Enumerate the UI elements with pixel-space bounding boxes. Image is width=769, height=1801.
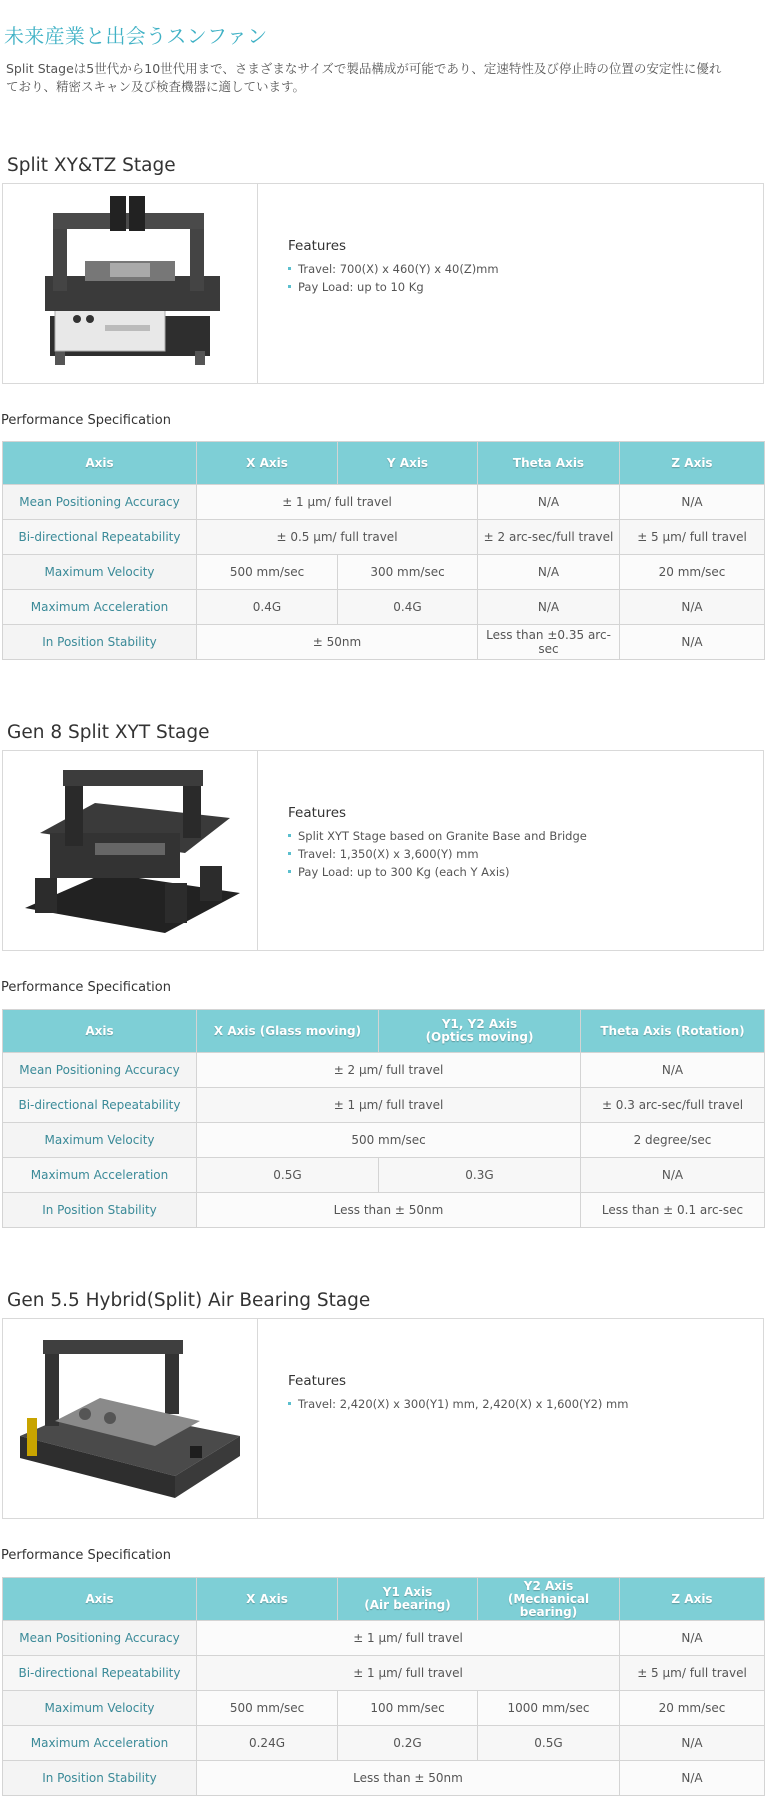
table-row <box>3 520 765 555</box>
row-header: Maximum Velocity <box>3 1691 197 1726</box>
features-list <box>288 260 499 296</box>
row-header: Bi-directional Repeatability <box>3 520 197 555</box>
table-cell: ± 1 μm/ full travel <box>197 485 478 520</box>
row-header: Maximum Acceleration <box>3 1158 197 1193</box>
table-cell: N/A <box>478 590 620 625</box>
table-cell: 0.2G <box>338 1726 478 1761</box>
table-cell: ± 0.5 μm/ full travel <box>197 520 478 555</box>
product-image-split-xy-tz <box>3 184 258 383</box>
table-cell: 500 mm/sec <box>197 1691 338 1726</box>
features-title: Features <box>288 1373 347 1389</box>
product-card-split-xy-tz <box>2 183 764 384</box>
table-row <box>3 1088 765 1123</box>
table-row <box>3 1691 765 1726</box>
table-header-row <box>3 1578 765 1621</box>
table-cell: 2 degree/sec <box>581 1123 765 1158</box>
column-header: Axis <box>3 1578 197 1621</box>
table-cell: ± 2 μm/ full travel <box>197 1053 581 1088</box>
table-cell: 0.4G <box>197 590 338 625</box>
table-cell: ± 5 μm/ full travel <box>620 1656 765 1691</box>
column-header: Axis <box>3 442 197 485</box>
table-row <box>3 625 765 660</box>
column-header: X Axis (Glass moving) <box>197 1010 379 1053</box>
table-row <box>3 1158 765 1193</box>
features-block <box>288 1373 628 1413</box>
row-header: Mean Positioning Accuracy <box>3 1621 197 1656</box>
spec-table-gen8-split-xyt <box>2 1009 765 1228</box>
feature-item: Travel: 700(X) x 460(Y) x 40(Z)mm <box>288 260 499 278</box>
product-title-gen8-split-xyt: Gen 8 Split XYT Stage <box>7 722 210 743</box>
table-row <box>3 1656 765 1691</box>
table-cell: 0.3G <box>379 1158 581 1193</box>
table-cell: 500 mm/sec <box>197 555 338 590</box>
row-header: Maximum Acceleration <box>3 590 197 625</box>
table-cell: 0.5G <box>478 1726 620 1761</box>
column-header: Z Axis <box>620 442 765 485</box>
table-cell: ± 50nm <box>197 625 478 660</box>
row-header: Mean Positioning Accuracy <box>3 1053 197 1088</box>
feature-item: Pay Load: up to 300 Kg (each Y Axis) <box>288 863 587 881</box>
features-list <box>288 827 587 881</box>
column-header: Axis <box>3 1010 197 1053</box>
table-cell: ± 1 μm/ full travel <box>197 1621 620 1656</box>
row-header: Mean Positioning Accuracy <box>3 485 197 520</box>
features-list <box>288 1395 628 1413</box>
table-row <box>3 1053 765 1088</box>
table-cell: ± 5 μm/ full travel <box>620 520 765 555</box>
feature-item: Travel: 2,420(X) x 300(Y1) mm, 2,420(X) x 1,600(Y2) mm <box>288 1395 628 1413</box>
table-cell: 0.4G <box>338 590 478 625</box>
performance-spec-title: Performance Specification <box>1 413 171 428</box>
column-header: Z Axis <box>620 1578 765 1621</box>
table-cell: Less than ± 0.1 arc-sec <box>581 1193 765 1228</box>
table-row <box>3 485 765 520</box>
page-title: 未来産業と出会うスンファン <box>4 24 268 48</box>
table-cell: 0.24G <box>197 1726 338 1761</box>
column-header: Y1, Y2 Axis (Optics moving) <box>379 1010 581 1053</box>
table-cell: N/A <box>620 1621 765 1656</box>
table-cell: N/A <box>620 625 765 660</box>
table-cell: 300 mm/sec <box>338 555 478 590</box>
spec-table-split-xy-tz <box>2 441 765 660</box>
table-row <box>3 1726 765 1761</box>
product-title-gen55-hybrid: Gen 5.5 Hybrid(Split) Air Bearing Stage <box>7 1290 371 1311</box>
table-cell: N/A <box>478 485 620 520</box>
row-header: Maximum Velocity <box>3 1123 197 1158</box>
table-cell: N/A <box>620 1761 765 1796</box>
intro-text: Split Stageは5世代から10世代用まで、さまざまなサイズで製品構成が可能であり、定速特性及び停止時の位置の安定性に優れており、精密スキャン及び検査機器に適しています。 <box>6 61 722 94</box>
table-cell: 500 mm/sec <box>197 1123 581 1158</box>
performance-spec-title: Performance Specification <box>1 980 171 995</box>
table-header-row <box>3 442 765 485</box>
column-header: Theta Axis (Rotation) <box>581 1010 765 1053</box>
table-cell: 1000 mm/sec <box>478 1691 620 1726</box>
table-cell: Less than ± 50nm <box>197 1193 581 1228</box>
spec-table-gen55-hybrid <box>2 1577 765 1796</box>
table-cell: 0.5G <box>197 1158 379 1193</box>
row-header: Bi-directional Repeatability <box>3 1656 197 1691</box>
product-card-gen8-split-xyt <box>2 750 764 951</box>
table-cell: ± 0.3 arc-sec/full travel <box>581 1088 765 1123</box>
table-cell: ± 1 μm/ full travel <box>197 1088 581 1123</box>
column-header: Y2 Axis (Mechanical bearing) <box>478 1578 620 1621</box>
table-cell: ± 1 μm/ full travel <box>197 1656 620 1691</box>
product-card-gen55-hybrid <box>2 1318 764 1519</box>
table-cell: N/A <box>478 555 620 590</box>
features-title: Features <box>288 238 347 254</box>
table-cell: N/A <box>620 1726 765 1761</box>
table-header-row <box>3 1010 765 1053</box>
table-cell: N/A <box>581 1158 765 1193</box>
column-header: X Axis <box>197 1578 338 1621</box>
row-header: In Position Stability <box>3 1193 197 1228</box>
table-row <box>3 1193 765 1228</box>
features-block <box>288 805 587 881</box>
product-image-gen8-split-xyt <box>3 751 258 950</box>
column-header: Theta Axis <box>478 442 620 485</box>
table-cell: N/A <box>581 1053 765 1088</box>
table-row <box>3 1761 765 1796</box>
table-cell: N/A <box>620 485 765 520</box>
feature-item: Pay Load: up to 10 Kg <box>288 278 499 296</box>
table-row <box>3 1621 765 1656</box>
table-cell: N/A <box>620 590 765 625</box>
column-header: X Axis <box>197 442 338 485</box>
table-row <box>3 555 765 590</box>
table-cell: 20 mm/sec <box>620 555 765 590</box>
table-cell: Less than ± 50nm <box>197 1761 620 1796</box>
table-cell: 20 mm/sec <box>620 1691 765 1726</box>
product-image-gen55-hybrid <box>3 1319 258 1518</box>
table-cell: 100 mm/sec <box>338 1691 478 1726</box>
feature-item: Travel: 1,350(X) x 3,600(Y) mm <box>288 845 587 863</box>
row-header: Maximum Velocity <box>3 555 197 590</box>
table-row <box>3 1123 765 1158</box>
column-header: Y1 Axis (Air bearing) <box>338 1578 478 1621</box>
table-cell: ± 2 arc-sec/full travel <box>478 520 620 555</box>
row-header: Maximum Acceleration <box>3 1726 197 1761</box>
performance-spec-title: Performance Specification <box>1 1548 171 1563</box>
table-cell: Less than ±0.35 arc-sec <box>478 625 620 660</box>
feature-item: Split XYT Stage based on Granite Base and Bridge <box>288 827 587 845</box>
row-header: Bi-directional Repeatability <box>3 1088 197 1123</box>
product-title-split-xy-tz: Split XY&TZ Stage <box>7 155 176 176</box>
row-header: In Position Stability <box>3 1761 197 1796</box>
column-header: Y Axis <box>338 442 478 485</box>
table-row <box>3 590 765 625</box>
row-header: In Position Stability <box>3 625 197 660</box>
features-title: Features <box>288 805 347 821</box>
features-block <box>288 238 499 296</box>
